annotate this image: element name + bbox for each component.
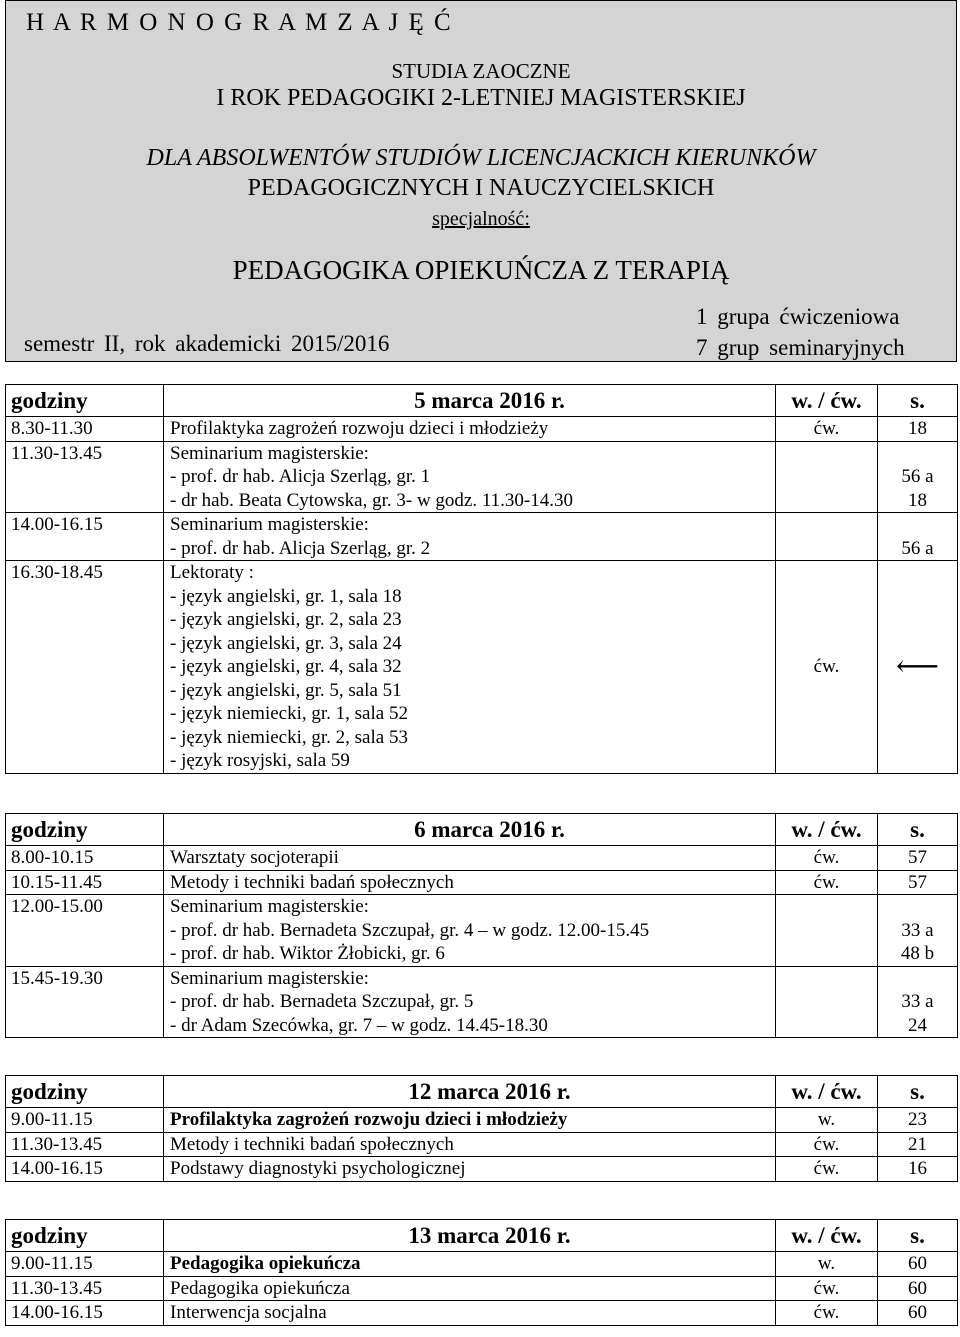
- table-row: [6, 966, 958, 1038]
- subject-cell: Pedagogika opiekuńcza: [164, 1276, 776, 1301]
- room-value: 18: [908, 489, 927, 511]
- subject-cell: Warsztaty socjoterapii: [164, 846, 776, 871]
- room-cell: 21: [878, 1132, 958, 1157]
- seminar-groups: 7 grup seminaryjnych: [696, 335, 905, 360]
- table-row: [6, 870, 958, 895]
- room-cell: 60: [878, 1252, 958, 1277]
- time-cell: 14.00-16.15: [6, 1157, 164, 1182]
- table-row: [6, 1276, 958, 1301]
- subject-cell: [164, 513, 776, 561]
- type-header: w. / ćw.: [776, 1076, 878, 1108]
- type-cell: ćw.: [776, 561, 878, 774]
- subject-line: Seminarium magisterskie:: [170, 967, 369, 989]
- room-value: 33 a: [901, 919, 934, 941]
- time-cell: 8.30-11.30: [6, 417, 164, 442]
- audience-line: DLA ABSOLWENTÓW STUDIÓW LICENCJACKICH KIERUNKÓW: [146, 145, 816, 171]
- room-header: s.: [878, 814, 958, 846]
- subject-cell: Profilaktyka zagrożeń rozwoju dzieci i młodzieży: [164, 417, 776, 442]
- lectorate-item: - język niemiecki, gr. 1, sala 52: [170, 703, 408, 724]
- room-cell: [878, 513, 958, 561]
- room-cell: 16: [878, 1157, 958, 1182]
- lectorate-item: - język angielski, gr. 2, sala 23: [170, 609, 402, 630]
- table-row: [6, 1157, 958, 1182]
- subject-line: - prof. dr hab. Bernadeta Szczupał, gr. 5: [170, 991, 474, 1012]
- schedule-header: [5, 0, 957, 362]
- day-header-row: [6, 385, 958, 417]
- room-cell: 60: [878, 1301, 958, 1326]
- subject-line: Seminarium magisterskie:: [170, 896, 369, 917]
- type-cell: ćw.: [776, 1157, 878, 1182]
- subject-cell: Pedagogika opiekuńcza: [164, 1252, 776, 1277]
- room-header: s.: [878, 1076, 958, 1108]
- table-row: [6, 1108, 958, 1133]
- subject-line: - prof. dr hab. Alicja Szerląg, gr. 2: [170, 537, 431, 559]
- table-row: [6, 513, 958, 561]
- subject-line: - dr hab. Beata Cytowska, gr. 3- w godz. 11.30-14.30: [170, 489, 573, 511]
- exercise-groups: 1 grupa ćwiczeniowa: [696, 304, 900, 329]
- time-cell: 15.45-19.30: [6, 966, 164, 1038]
- specialty-name: PEDAGOGIKA OPIEKUŃCZA Z TERAPIĄ: [232, 255, 730, 285]
- day-header-row: [6, 1076, 958, 1108]
- study-mode: STUDIA ZAOCZNE: [391, 59, 571, 83]
- hours-header: godziny: [6, 1076, 164, 1108]
- subject-cell: Metody i techniki badań społecznych: [164, 870, 776, 895]
- type-cell: ćw.: [776, 846, 878, 871]
- table-row: [6, 846, 958, 871]
- time-cell: 11.30-13.45: [6, 1132, 164, 1157]
- table-row: [6, 441, 958, 513]
- day-date: 12 marca 2016 r.: [164, 1076, 776, 1108]
- day-table: [5, 384, 958, 774]
- subject-line: Seminarium magisterskie:: [170, 442, 369, 464]
- table-row: [6, 1252, 958, 1277]
- semester-info: semestr II, rok akademicki 2015/2016: [24, 331, 390, 356]
- day-header-row: [6, 1220, 958, 1252]
- hours-header: godziny: [6, 814, 164, 846]
- day-table: [5, 1075, 958, 1182]
- room-header: s.: [878, 385, 958, 417]
- subject-cell: [164, 966, 776, 1038]
- type-cell: ćw.: [776, 417, 878, 442]
- specialty-label: specjalność:: [432, 208, 530, 230]
- time-cell: 11.30-13.45: [6, 1276, 164, 1301]
- time-cell: 8.00-10.15: [6, 846, 164, 871]
- hours-header: godziny: [6, 1220, 164, 1252]
- time-cell: 14.00-16.15: [6, 513, 164, 561]
- room-cell: [878, 561, 958, 774]
- room-value: 48 b: [900, 943, 935, 964]
- subject-cell: Interwencja socjalna: [164, 1301, 776, 1326]
- subject-cell: [164, 895, 776, 967]
- type-cell: ćw.: [776, 1276, 878, 1301]
- lectorate-item: - język angielski, gr. 4, sala 32: [170, 656, 402, 677]
- room-header: s.: [878, 1220, 958, 1252]
- subject-line: - prof. dr hab. Wiktor Żłobicki, gr. 6: [170, 943, 445, 964]
- room-value: 56 a: [901, 537, 934, 559]
- room-cell: 18: [878, 417, 958, 442]
- type-cell: [776, 441, 878, 513]
- hours-header: godziny: [6, 385, 164, 417]
- room-cell: 23: [878, 1108, 958, 1133]
- day-header-row: [6, 814, 958, 846]
- type-cell: w.: [776, 1108, 878, 1133]
- table-row: [6, 417, 958, 442]
- type-cell: ćw.: [776, 1301, 878, 1326]
- room-cell: 60: [878, 1276, 958, 1301]
- time-cell: 9.00-11.15: [6, 1252, 164, 1277]
- audience-line-2: PEDAGOGICZNYCH I NAUCZYCIELSKICH: [247, 175, 715, 201]
- table-row: [6, 1132, 958, 1157]
- time-cell: 12.00-15.00: [6, 895, 164, 967]
- type-header: w. / ćw.: [776, 814, 878, 846]
- day-table: [5, 813, 958, 1038]
- room-cell: [878, 441, 958, 513]
- subject-cell: Podstawy diagnostyki psychologicznej: [164, 1157, 776, 1182]
- room-cell: 57: [878, 846, 958, 871]
- lectorate-item: - język rosyjski, sala 59: [170, 750, 350, 771]
- type-cell: w.: [776, 1252, 878, 1277]
- time-cell: 16.30-18.45: [6, 561, 164, 774]
- subject-cell: Profilaktyka zagrożeń rozwoju dzieci i młodzieży: [164, 1108, 776, 1133]
- type-cell: [776, 966, 878, 1038]
- day-table: [5, 1219, 958, 1326]
- type-cell: ćw.: [776, 870, 878, 895]
- subject-cell: [164, 561, 776, 774]
- room-cell: [878, 895, 958, 967]
- group-info: [696, 301, 905, 363]
- lectorate-item: - język niemiecki, gr. 2, sala 53: [170, 726, 408, 748]
- day-date: 5 marca 2016 r.: [164, 385, 776, 417]
- time-cell: 9.00-11.15: [6, 1108, 164, 1133]
- subject-line: - prof. dr hab. Bernadeta Szczupał, gr. 4 – w godz. 12.00-15.45: [170, 919, 650, 941]
- subject-line: - dr Adam Szecówka, gr. 7 – w godz. 14.45-18.30: [170, 1014, 548, 1036]
- room-value: 33 a: [901, 991, 934, 1012]
- type-cell: ćw.: [776, 1132, 878, 1157]
- subject-line: Lektoraty :: [170, 562, 254, 583]
- time-cell: 11.30-13.45: [6, 441, 164, 513]
- table-row: [6, 895, 958, 967]
- type-cell: [776, 895, 878, 967]
- room-cell: 57: [878, 870, 958, 895]
- type-header: w. / ćw.: [776, 385, 878, 417]
- day-date: 13 marca 2016 r.: [164, 1220, 776, 1252]
- type-header: w. / ćw.: [776, 1220, 878, 1252]
- room-cell: [878, 966, 958, 1038]
- left-arrow-icon: ⟵: [895, 649, 939, 683]
- type-cell: [776, 513, 878, 561]
- program-name: I ROK PEDAGOGIKI 2-LETNIEJ MAGISTERSKIEJ: [216, 85, 746, 111]
- lectorate-item: - język angielski, gr. 5, sala 51: [170, 679, 402, 701]
- room-value: 56 a: [901, 466, 934, 487]
- subject-line: Seminarium magisterskie:: [170, 514, 369, 535]
- document-title: H A R M O N O G R A M Z A J Ę Ć: [26, 9, 453, 36]
- time-cell: 14.00-16.15: [6, 1301, 164, 1326]
- subject-line: - prof. dr hab. Alicja Szerląg, gr. 1: [170, 466, 431, 487]
- day-date: 6 marca 2016 r.: [164, 814, 776, 846]
- room-value: 24: [908, 1014, 927, 1036]
- subject-cell: [164, 441, 776, 513]
- time-cell: 10.15-11.45: [6, 870, 164, 895]
- table-row: [6, 1301, 958, 1326]
- lectorate-item: - język angielski, gr. 1, sala 18: [170, 585, 402, 607]
- table-row: [6, 561, 958, 774]
- subject-cell: Metody i techniki badań społecznych: [164, 1132, 776, 1157]
- lectorate-item: - język angielski, gr. 3, sala 24: [170, 632, 402, 654]
